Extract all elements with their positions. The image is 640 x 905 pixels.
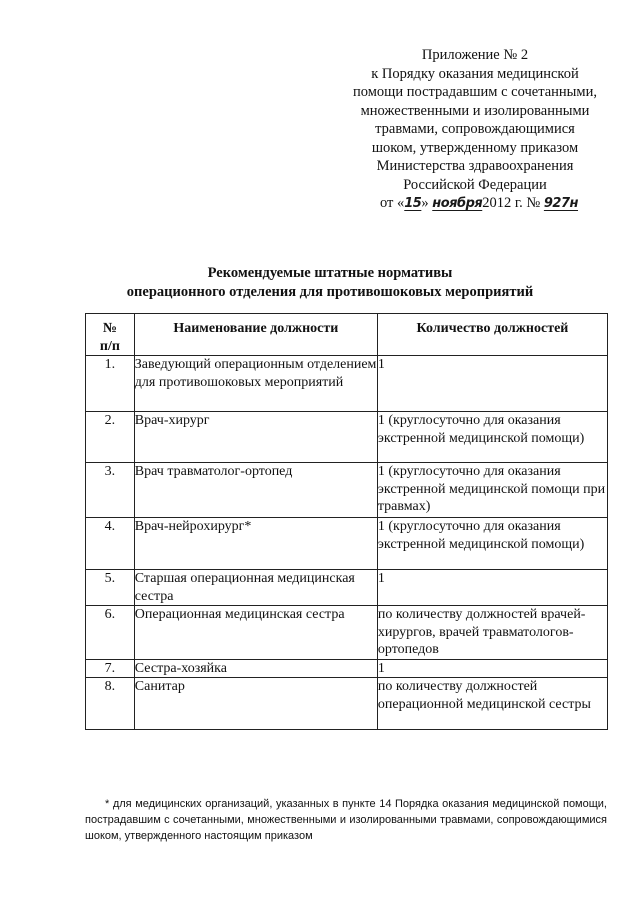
row-number: 3. [86,463,135,518]
header-position-name: Наименование должности [134,314,377,356]
header-number [86,314,135,356]
table-row [86,412,608,463]
position-name: Санитар [134,678,377,730]
document-title [80,264,580,302]
row-number: 5. [86,570,135,606]
appendix-line: к Порядку оказания медицинской [371,65,579,82]
appendix-line: Министерства здравоохранения [376,158,574,174]
staffing-table [85,313,608,730]
position-name: Операционная медицинская сестра [134,606,377,660]
row-number: 4. [86,518,135,570]
position-count: по количеству должностей операционной медицинской сестры [377,678,607,730]
order-quote-close: » [421,195,433,211]
handwritten-order-number: 927н [543,196,579,211]
header-position-count: Количество должностей [377,314,607,356]
position-name: Заведующий операционным отделением для противошоковых мероприятий [134,356,377,412]
order-year: 2012 г. № [482,195,544,211]
appendix-line: Российской Федерации [403,176,547,193]
position-name: Врач-нейрохирург* [134,518,377,570]
header-number-line-1: № [102,321,117,336]
appendix-header [330,46,620,214]
footnote: * для медицинских организаций, указанных в пункте 14 Порядка оказания медицинской помощи, пострадавшим с сочетанными, множественными и изолированными травмами, сопровождающимися шоком, утвержденного настоящим приказом [85,798,607,842]
title-line-1: Рекомендуемые штатные нормативы [207,265,453,281]
title-line-2: операционного отделения для противошоковых мероприятий [126,284,534,300]
table-row [86,463,608,518]
position-name: Сестра-хозяйка [134,659,377,678]
handwritten-month: ноября [432,196,483,211]
row-number: 2. [86,412,135,463]
appendix-line: травмами, сопровождающимися [375,121,575,137]
row-number: 1. [86,356,135,412]
position-count: 1 [377,659,607,678]
header-number-line-2: п/п [99,338,120,354]
table-row [86,570,608,606]
order-reference [338,194,620,214]
table-header-row [86,314,608,356]
position-count: 1 (круглосуточно для оказания экстренной медицинской помощи) [377,412,607,463]
table-row [86,518,608,570]
position-count: 1 [377,356,607,412]
position-name: Старшая операционная медицинская сестра [134,570,377,606]
appendix-number: Приложение № 2 [421,47,529,63]
appendix-line: помощи пострадавшим с сочетанными, [353,84,597,100]
position-name: Врач травматолог-ортопед [134,463,377,518]
appendix-line: шоком, утвержденному приказом [371,139,579,156]
position-count: по количеству должностей врачей- хирургов, врачей травматологов-ортопедов [377,606,607,660]
row-number: 6. [86,606,135,660]
order-prefix: от « [379,195,405,211]
table-row [86,659,608,678]
position-count: 1 [377,570,607,606]
position-count: 1 (круглосуточно для оказания экстренной медицинской помощи при травмах) [377,463,607,518]
row-number: 7. [86,659,135,678]
position-name: Врач-хирург [134,412,377,463]
position-count: 1 (круглосуточно для оказания экстренной медицинской помощи) [377,518,607,570]
table-row [86,678,608,730]
appendix-line: множественными и изолированными [360,102,590,119]
table-row [86,356,608,412]
handwritten-day: 15 [404,196,422,211]
table-row [86,606,608,660]
row-number: 8. [86,678,135,730]
